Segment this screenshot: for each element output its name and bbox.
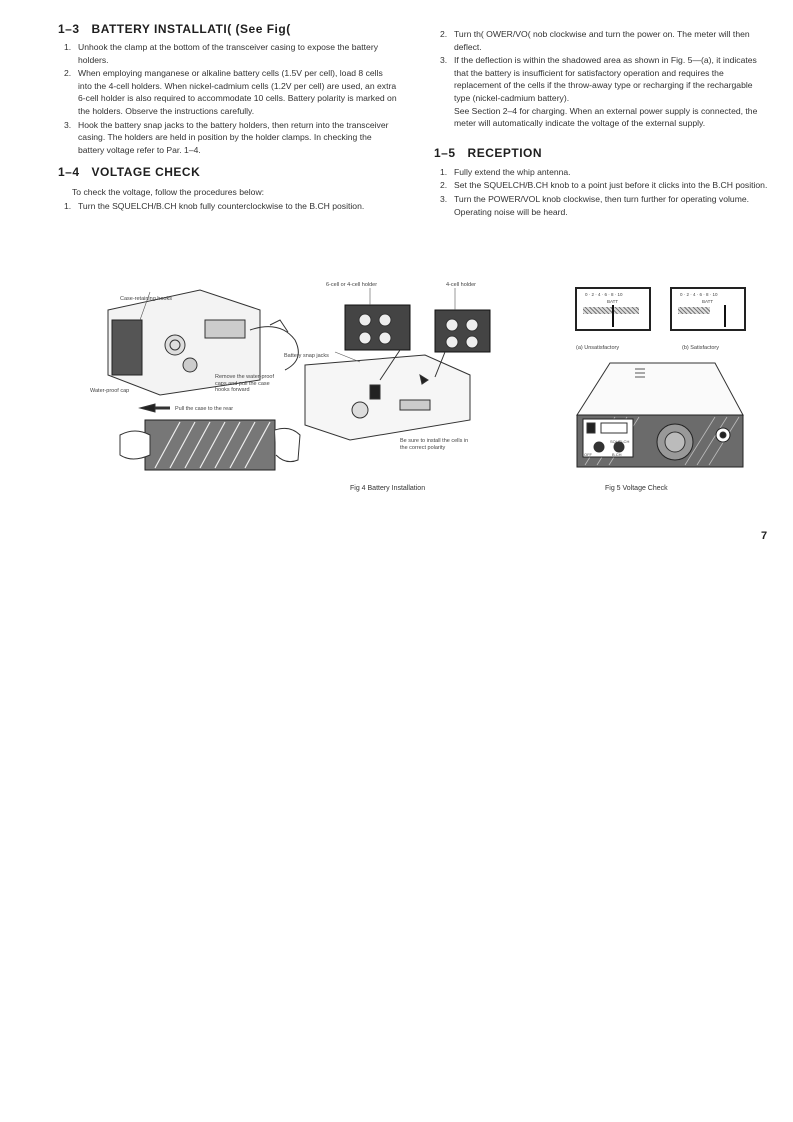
meter-zone [678, 307, 710, 314]
step-list [434, 166, 770, 218]
item-note: See Section 2–4 for charging. When an external power supply is connected, the meter will automatically indicate the voltage of the external supply. [454, 105, 758, 129]
label-unsatisfactory: (a) Unsatisfactory [576, 345, 620, 351]
label-snap-jacks: Battery snap jacks [284, 353, 329, 359]
list-item [58, 41, 398, 66]
step-list [58, 200, 398, 213]
item-text: Fully extend the whip antenna. [454, 166, 571, 177]
figure-voltage-check [570, 285, 750, 500]
section-heading [58, 165, 398, 179]
meter-label: BATT [702, 299, 714, 304]
pull-case-illustration [120, 404, 300, 470]
label-satisfactory: (b) Satisfactory [682, 345, 719, 351]
section-number: 1–4 [58, 165, 80, 180]
list-item [58, 119, 398, 157]
step-list [434, 28, 770, 130]
item-number: 1. [64, 200, 72, 211]
list-item [58, 67, 398, 117]
figure-battery-installation [90, 280, 510, 500]
list-item [434, 179, 770, 192]
item-number: 2. [64, 68, 72, 79]
list-item [434, 54, 770, 130]
list-item [434, 166, 770, 179]
section-title: BATTERY INSTALLATI( (See Fig( [91, 22, 291, 36]
label-six-cell-holder: 6-cell or 4-cell holder [326, 282, 378, 288]
knob-squelch-label: SQUELCH [610, 439, 630, 444]
list-item [434, 193, 770, 218]
item-text: If the deflection is within the shadowed area as shown in Fig. 5—(a), it indicates that the battery is insufficient for satisfactory operation and requires the replacement of the cells if the throw-away type or recharging if the rechargable type (nickel-cadmium battery). [454, 55, 757, 103]
label-waterproof-cap: Water-proof cap [90, 388, 130, 394]
item-number: 2. [440, 180, 448, 191]
knob-bch-label: B.CH [612, 452, 622, 457]
meter-needle [724, 305, 726, 327]
item-number: 2. [440, 29, 448, 39]
item-text: Turn the SQUELCH/B.CH knob fully counterclockwise to the B.CH position. [78, 200, 365, 211]
item-number: 1. [64, 42, 72, 52]
section-intro: To check the voltage, follow the procedures below: [72, 187, 265, 198]
meter-needle [612, 305, 614, 327]
meter-unsatisfactory [575, 287, 651, 331]
section-battery-installation [58, 22, 398, 156]
list-item [58, 200, 398, 213]
section-title: RECEPTION [467, 145, 543, 160]
label-case-hooks: Case-retaining hooks [120, 296, 172, 302]
meter-scale: 0 · 2 · 4 · 6 · 8 · 10 [680, 292, 718, 297]
section-voltage-check [58, 165, 398, 212]
section-heading [58, 22, 398, 36]
knob-off-label: OFF [584, 452, 592, 457]
section-number: 1–5 [434, 145, 456, 160]
meter-scale: 0 · 2 · 4 · 6 · 8 · 10 [585, 292, 623, 297]
casing-illustration [305, 305, 490, 440]
step-list [58, 41, 398, 156]
figure-caption: Fig 5 Voltage Check [605, 485, 668, 492]
label-pull-case: Pull the case to the rear [175, 406, 234, 412]
item-number: 3. [64, 119, 72, 130]
left-column [58, 22, 398, 222]
item-number: 3. [440, 193, 448, 204]
section-heading [434, 146, 770, 160]
right-column [434, 28, 770, 227]
label-polarity: Be sure to install the cells in the correct polarity [400, 438, 469, 451]
item-text: Hook the battery snap jacks to the battery holders, then return into the transceiver casing. The holders are held in position by the holder clamps. In checking the battery voltage refer to Par. 1–4. [78, 119, 389, 155]
item-text: Turn the POWER/VOL knob clockwise, then turn further for operating volume. Operating noise will be heard. [454, 193, 750, 217]
section-number: 1–3 [58, 22, 80, 36]
list-item [434, 28, 770, 53]
radio-front-drawing [575, 357, 745, 469]
meter-satisfactory [670, 287, 746, 331]
meter-zone [583, 307, 639, 314]
section-reception [434, 146, 770, 218]
item-text: When employing manganese or alkaline battery cells (1.5V per cell), load 8 cells into the 4-cell holders. When nickel-cadmium cells (1.2V per cell) are used, an extra 6-cell holder is also required to accommodate 10 cells. Battery polarity is marked on the holders. Observe the instructions carefully. [78, 68, 397, 116]
figure-caption: Fig 4 Battery Installation [350, 485, 426, 492]
label-four-cell-holder: 4-cell holder [446, 282, 476, 288]
item-text: Unhook the clamp at the bottom of the transceiver casing to expose the battery holders. [78, 42, 378, 65]
label-remove-caps: Remove the water-proof caps and pull the case hooks forward [215, 374, 274, 393]
section-title: VOLTAGE CHECK [91, 165, 201, 180]
item-text: Set the SQUELCH/B.CH knob to a point just before it clicks into the B.CH position. [454, 180, 768, 191]
meter-label: BATT [607, 299, 619, 304]
item-number: 1. [440, 166, 448, 177]
item-number: 3. [440, 55, 448, 66]
item-text: Turn th( OWER/VO( nob clockwise and turn the power on. The meter will then deflect. [454, 29, 750, 52]
page-number: 7 [761, 530, 768, 542]
